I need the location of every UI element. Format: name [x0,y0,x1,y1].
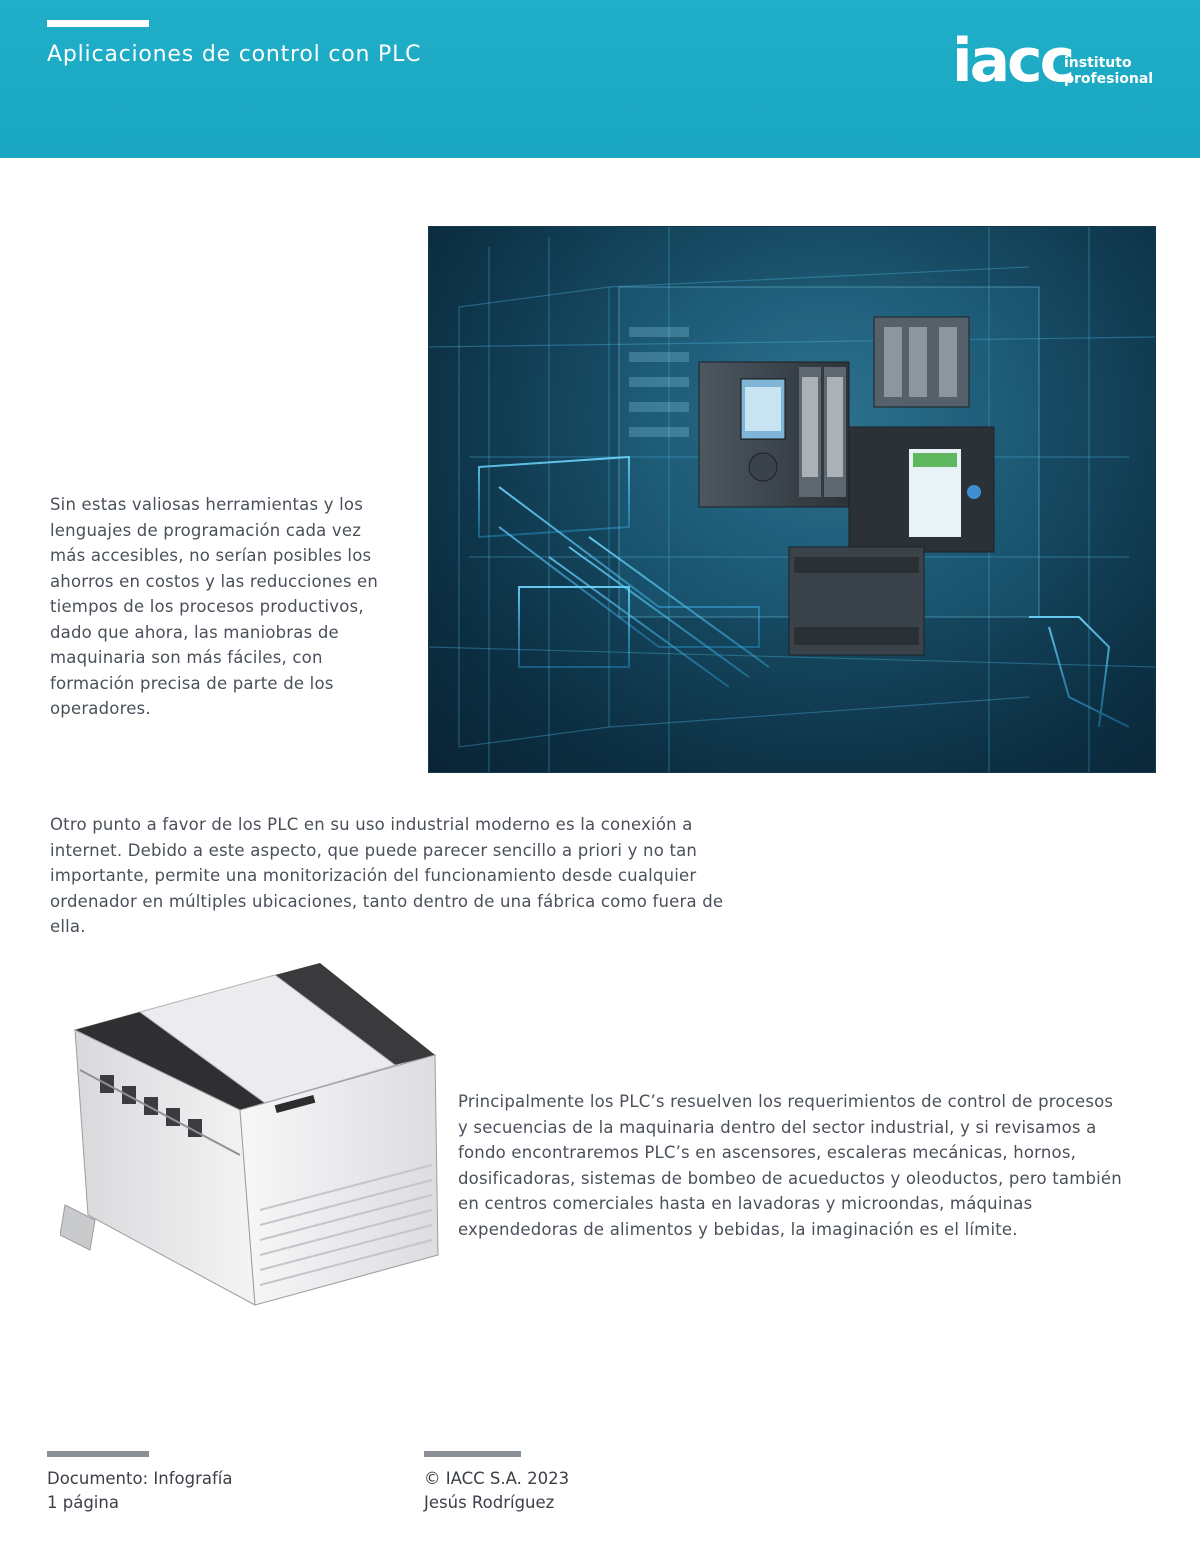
header-accent-bar [47,20,149,27]
footer-accent-bar-left [47,1451,149,1457]
footer-pages: 1 página [47,1493,119,1512]
paragraph-applications: Principalmente los PLC’s resuelven los requerimientos de control de procesos y secuencias de la maquinaria dentro del sector industrial, y si revisamos a fondo encontraremos PLC’s en ascensores, escaleras mecánicas, hornos, dosificadoras, sistemas de bombeo de acueductos y oleoductos, pero también en centros comerciales hasta en lavadoras y microondas, máquinas expendedoras de alimentos y bebidas, la imaginación es el límite. [458,1092,1122,1239]
compact-plc-device [789,547,924,655]
paragraph-intro: Sin estas valiosas herramientas y los lenguajes de programación cada vez más accesibles, no serían posibles los ahorros en costos y las reducciones en tiempos de los procesos productivos, dado que ahora, las maniobras de maquinaria son más fáciles, con formación precisa de parte de los operadores. [50,495,379,718]
header-banner [0,0,1200,158]
logo-wordmark: iacc [952,26,1073,96]
footer-copyright: © IACC S.A. 2023 [424,1469,570,1488]
paragraph-internet: Otro punto a favor de los PLC en su uso industrial moderno es la conexión a internet. Debido a este aspecto, que puede parecer sencillo a priori y no tan importante, permite una monitorización del funcionamiento desde cualquier ordenador en múltiples ubicaciones, tanto dentro de una fábrica como fuera de ella. [50,815,724,936]
plc-cpu-device [699,362,849,507]
hero-illustration [429,227,1155,772]
plc-product-photo [60,960,450,1360]
plc-unit-illustration [60,960,450,1360]
logo-line-1: instituto [1064,55,1132,71]
hero-image-plc-devices [428,226,1156,773]
iacc-logo [952,26,1162,98]
logo-subtitle [1064,55,1153,87]
page-title: Aplicaciones de control con PLC [47,42,422,67]
footer-author: Jesús Rodríguez [424,1493,555,1512]
footer-credits [424,1467,569,1515]
footer-accent-bar-right [424,1451,521,1457]
hmi-touch-panel [849,427,994,552]
plc-io-modules [874,317,969,407]
footer-document-info [47,1467,232,1515]
footer-doc-type: Documento: Infografía [47,1469,233,1488]
logo-line-2: profesional [1064,71,1154,87]
